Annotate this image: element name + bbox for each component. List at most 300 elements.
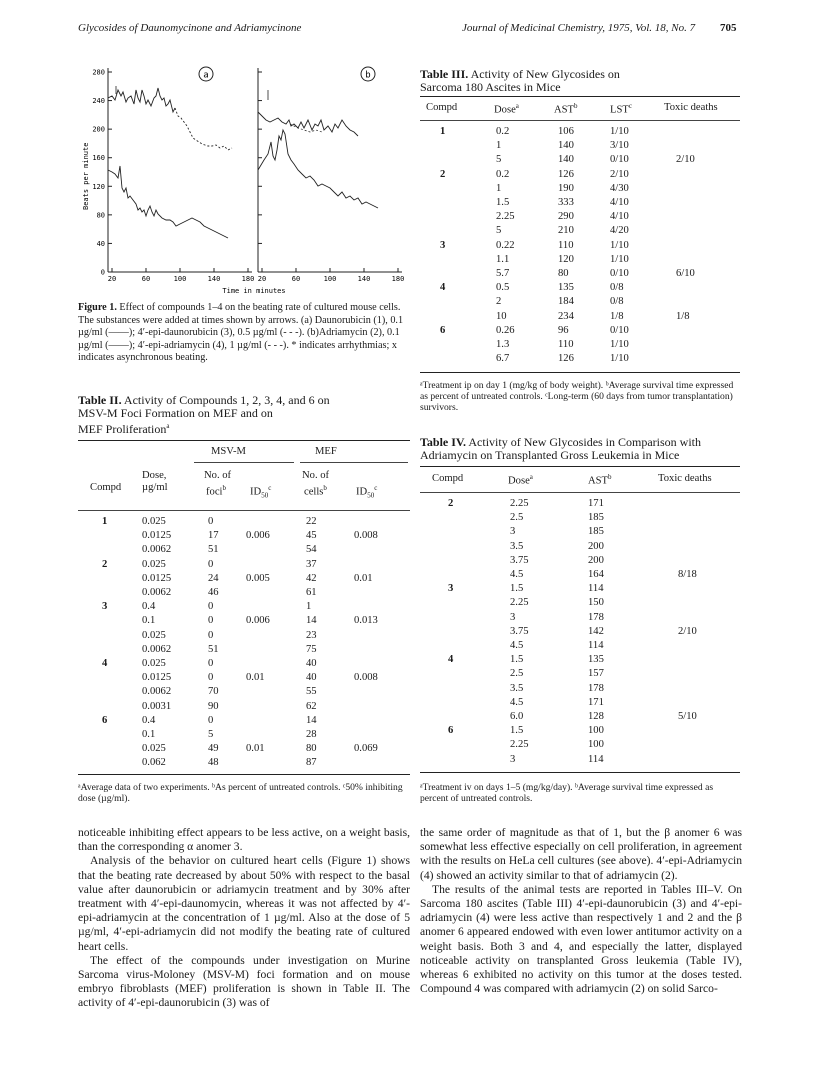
table-cell: 5 xyxy=(208,729,214,740)
table-2-group-mef: MEF xyxy=(315,446,337,457)
table-cell: 3 xyxy=(448,583,454,595)
t3-h-compd: Compd xyxy=(426,102,458,113)
table-cell: 0.22 xyxy=(496,239,515,251)
table-cell: 2 xyxy=(440,168,446,180)
figure-1-chart xyxy=(78,60,410,300)
table-cell: 2/10 xyxy=(678,625,697,637)
table-2-title-line2: MSV-M Foci Formation on MEF and on xyxy=(78,406,273,420)
table-cell: 200 xyxy=(588,540,604,552)
table-cell: 46 xyxy=(208,587,219,598)
table-cell: 3.75 xyxy=(510,625,529,637)
table-cell: 0.008 xyxy=(354,672,378,684)
table-cell: 4.5 xyxy=(510,696,524,708)
table-cell: 171 xyxy=(588,696,604,708)
table-cell: 6 xyxy=(102,714,108,726)
table-row xyxy=(420,683,740,697)
table-cell: 40 xyxy=(306,672,317,684)
table-cell: 10 xyxy=(496,310,507,322)
table-row xyxy=(420,154,740,168)
table-cell: 1 xyxy=(496,182,502,194)
table-cell: 0.1 xyxy=(142,729,156,740)
y-tick-label: 40 xyxy=(96,239,105,248)
y-tick-label: 80 xyxy=(96,211,105,220)
table-cell: 157 xyxy=(588,668,604,680)
table-cell: 1/8 xyxy=(610,310,624,322)
table-cell: 80 xyxy=(558,268,569,279)
table-cell: 2.25 xyxy=(510,739,529,751)
t3-h-lst: LST xyxy=(610,104,629,116)
table-cell: 1 xyxy=(440,126,446,137)
x-tick-label: 60 xyxy=(291,275,301,283)
table-cell: 0/10 xyxy=(610,154,629,166)
table-cell: 48 xyxy=(208,757,219,769)
table-cell: 4/30 xyxy=(610,182,629,194)
table-cell: 0.025 xyxy=(142,516,166,527)
table-cell: 22 xyxy=(306,516,317,527)
table-row xyxy=(420,697,740,711)
table-cell: 0.025 xyxy=(142,629,166,641)
table-cell: 2.5 xyxy=(510,512,524,524)
table-cell: 0.013 xyxy=(354,615,378,627)
table-cell: 70 xyxy=(208,686,219,698)
table-cell: 4.5 xyxy=(510,569,524,580)
table-cell: 290 xyxy=(558,211,574,223)
table-cell: 114 xyxy=(588,583,604,595)
table-row xyxy=(78,672,410,686)
table-row xyxy=(420,296,740,310)
table-cell: 0.005 xyxy=(246,572,270,584)
table-cell: 0.0062 xyxy=(142,544,172,556)
table-cell: 0 xyxy=(208,558,214,570)
table-row xyxy=(420,282,740,296)
table-row xyxy=(78,715,410,729)
table-cell: 142 xyxy=(588,625,604,637)
table-cell: 0.0031 xyxy=(142,700,172,712)
table-cell: 87 xyxy=(306,757,317,769)
table-cell: 2.25 xyxy=(496,211,515,223)
x-tick-label: 180 xyxy=(391,275,405,283)
table-cell: 28 xyxy=(306,729,317,740)
t2-h-dose1: Dose, xyxy=(142,470,167,481)
y-tick-label: 0 xyxy=(100,268,105,277)
table-cell: 0/8 xyxy=(610,296,624,308)
table-row xyxy=(420,339,740,353)
table-row xyxy=(420,541,740,555)
table-cell: 140 xyxy=(558,140,574,152)
table-row xyxy=(420,569,740,583)
table-4-title-line2: Adriamycin on Transplanted Gross Leukemia in Mice xyxy=(420,448,680,462)
table-cell: 2/10 xyxy=(676,154,695,166)
table-cell: 1/10 xyxy=(610,253,629,265)
table-4-title-line1: Activity of New Glycosides in Comparison with xyxy=(468,435,702,449)
table-cell: 0.006 xyxy=(246,615,270,627)
t4-h-ast: AST xyxy=(588,475,609,487)
panel-a-label: a xyxy=(203,70,209,81)
table-cell: 178 xyxy=(588,611,604,623)
table-2-title-sup: a xyxy=(166,422,170,430)
table-cell: 62 xyxy=(306,700,317,712)
paragraph: noticeable inhibiting effect appears to be less active, on a weight basis, than the corresponding α anomer 3. xyxy=(78,826,410,854)
table-2-label: Table II. xyxy=(78,393,122,407)
table-2-title-line3: MEF Proliferation xyxy=(78,422,167,436)
table-row xyxy=(78,587,410,601)
table-cell: 0.0125 xyxy=(142,572,172,584)
t4-h-compd: Compd xyxy=(432,473,464,484)
x-tick-label: 20 xyxy=(107,275,117,283)
table-cell: 5.7 xyxy=(496,268,510,279)
table-cell: 1/10 xyxy=(610,239,629,251)
x-tick-label: 140 xyxy=(207,275,221,283)
table-row xyxy=(78,559,410,573)
table-cell: 100 xyxy=(588,725,604,737)
t2-h-id50b-sub: 50 xyxy=(367,491,375,500)
table-cell: 51 xyxy=(208,643,219,655)
table-2-footnote: ᵃAverage data of two experiments. ᵇAs percent of untreated controls. ᶜ50% inhibiting dose (µg/ml). xyxy=(78,782,403,805)
table-3-title-line1: Activity of New Glycosides on xyxy=(470,67,620,81)
table-row xyxy=(420,169,740,183)
table-cell: 0 xyxy=(208,658,214,669)
table-cell: 0.01 xyxy=(246,672,265,684)
t2-h-cells-sup: b xyxy=(323,484,327,492)
table-4-title xyxy=(420,436,750,462)
figure-1-caption-text: Effect of compounds 1–4 on the beating rate of cultured mouse cells. The substances were added at times shown by arrows. (a) Daunorubicin (1), 0.1 µg/ml (——); 4′-epi-daunorubicin (3), 0.5 µg/ml (- - -). (b)Adriamycin (2), 0.1 µg/ml (——); 4′-epi-adriamycin (4), 1 µg/ml (- - -). * indicates arrhythmias; x indicates asynchronous beating. xyxy=(78,302,404,364)
x-tick-label: 100 xyxy=(173,275,187,283)
table-cell: 0.01 xyxy=(354,572,373,584)
table-cell: 1.5 xyxy=(510,654,524,666)
table-row xyxy=(420,498,740,512)
table-cell: 6 xyxy=(440,324,446,336)
table-cell: 3.75 xyxy=(510,554,529,566)
table-row xyxy=(78,743,410,757)
table-cell: 128 xyxy=(588,711,604,722)
table-cell: 1/10 xyxy=(610,126,629,137)
table-cell: 3 xyxy=(440,239,446,251)
table-cell: 0.0062 xyxy=(142,686,172,698)
table-cell: 0/10 xyxy=(610,268,629,279)
curve-daunorubicin xyxy=(108,88,175,112)
table-3-label: Table III. xyxy=(420,67,469,81)
table-4-label: Table IV. xyxy=(420,435,467,449)
table-cell: 333 xyxy=(558,197,574,208)
table-cell: 0.0125 xyxy=(142,672,172,684)
panel-b-label: b xyxy=(365,70,371,81)
table-cell: 185 xyxy=(588,512,604,524)
t2-h-id50-sup: c xyxy=(268,484,272,492)
table-cell: 110 xyxy=(558,339,574,350)
x-tick-label: 140 xyxy=(357,275,371,283)
t4-h-dose-sup: a xyxy=(529,473,533,481)
table-cell: 0.069 xyxy=(354,743,378,755)
table-cell: 0.008 xyxy=(354,530,378,542)
table-cell: 178 xyxy=(588,682,604,694)
curve-epi-adriamycin xyxy=(258,112,358,136)
table-cell: 120 xyxy=(558,253,574,265)
table-cell: 140 xyxy=(558,154,574,166)
table-cell: 210 xyxy=(558,225,574,237)
table-cell: 110 xyxy=(558,239,574,251)
table-cell: 1.5 xyxy=(496,197,510,208)
t3-h-toxic: Toxic deaths xyxy=(664,102,718,113)
t4-h-toxic: Toxic deaths xyxy=(658,473,712,484)
table-cell: 0.025 xyxy=(142,558,166,570)
t2-h-id50: ID xyxy=(250,486,262,498)
paragraph: The results of the animal tests are reported in Tables III–V. On Sarcoma 180 ascites (Table III) 4′-epi-daunorubicin (3) and 4′-epi-adriamycin (4) were less active than respectively 1 and 2 and the β anomer 6 appeared endowed with even lower antitumor activity on a weight basis. Both 3 and 4, and especially the latter, displayed noticeable activity on transplanted Gross leukemia (Table IV), whereas 6 exhibited no activity on this tumor at the doses tested. Compound 4 was compared with adriamycin (2) on solid Sarco- xyxy=(420,882,742,996)
x-tick-label: 60 xyxy=(141,275,151,283)
t3-h-ast-sup: b xyxy=(574,102,578,110)
table-cell: 1/8 xyxy=(676,310,690,322)
paragraph: the same order of magnitude as that of 1, but the β anomer 6 was somewhat less effective especially on cell proliferation, in agreement with the results on HeLa cell cultures (see above). 4′-epi-Adriamycin (4) showed an activity similar to that of adriamycin (2). xyxy=(420,826,742,882)
t2-h-compd: Compd xyxy=(90,482,122,493)
table-row xyxy=(78,530,410,544)
x-axis-label: Time in minutes xyxy=(222,287,286,295)
page-number: 705 xyxy=(720,22,737,34)
table-cell: 185 xyxy=(588,526,604,538)
x-tick-label: 180 xyxy=(241,275,255,283)
table-cell: 100 xyxy=(588,739,604,751)
x-tick-label: 20 xyxy=(257,275,267,283)
table-cell: 3 xyxy=(510,753,516,765)
curve-adriamycin xyxy=(258,130,378,208)
table-cell: 0.0125 xyxy=(142,530,172,542)
table-row xyxy=(420,353,740,367)
table-cell: 2/10 xyxy=(610,168,629,180)
t4-h-ast-sup: b xyxy=(608,473,612,481)
table-row xyxy=(78,701,410,715)
table-cell: 1/10 xyxy=(610,339,629,350)
curve-a-lower xyxy=(108,166,228,238)
table-row xyxy=(420,612,740,626)
table-cell: 6 xyxy=(448,725,454,737)
table-cell: 234 xyxy=(558,310,574,322)
table-cell: 14 xyxy=(306,615,317,627)
x-tick-label: 100 xyxy=(323,275,337,283)
table-cell: 114 xyxy=(588,640,604,651)
table-cell: 4/10 xyxy=(610,197,629,208)
t2-h-cells1: No. of xyxy=(302,470,330,481)
table-cell: 23 xyxy=(306,629,317,641)
table-cell: 4/20 xyxy=(610,225,629,237)
table-cell: 1.3 xyxy=(496,339,510,350)
table-cell: 5 xyxy=(496,225,502,237)
table-cell: 1 xyxy=(102,516,108,527)
table-cell: 0.2 xyxy=(496,168,510,180)
table-row xyxy=(78,516,410,530)
table-row xyxy=(78,615,410,629)
t3-h-dose-sup: a xyxy=(515,102,519,110)
table-cell: 2 xyxy=(448,498,454,509)
table-row xyxy=(420,526,740,540)
table-row xyxy=(78,658,410,672)
table-row xyxy=(78,644,410,658)
table-cell: 1 xyxy=(496,140,502,152)
table-cell: 6.7 xyxy=(496,353,510,365)
table-cell: 1.5 xyxy=(510,583,524,595)
table-cell: 49 xyxy=(208,743,219,755)
table-cell: 90 xyxy=(208,700,219,712)
table-row xyxy=(420,754,740,768)
t2-h-foci1: No. of xyxy=(204,470,232,481)
table-cell: 0 xyxy=(208,714,214,726)
figure-1-caption xyxy=(78,302,410,365)
table-cell: 150 xyxy=(588,597,604,609)
table-row xyxy=(78,757,410,771)
table-cell: 55 xyxy=(306,686,317,698)
table-cell: 4.5 xyxy=(510,640,524,651)
t2-h-foci2: foci xyxy=(206,486,223,498)
table-cell: 61 xyxy=(306,587,317,598)
table-cell: 4/10 xyxy=(610,211,629,223)
table-cell: 3 xyxy=(510,611,516,623)
table-3-title xyxy=(420,68,750,94)
table-row xyxy=(420,240,740,254)
table-cell: 1.5 xyxy=(510,725,524,737)
table-cell: 3.5 xyxy=(510,682,524,694)
t3-h-ast: AST xyxy=(554,104,575,116)
table-cell: 200 xyxy=(588,554,604,566)
t2-h-cells2: cells xyxy=(304,486,324,498)
table-row xyxy=(78,601,410,615)
table-row xyxy=(420,183,740,197)
table-cell: 2.5 xyxy=(510,668,524,680)
table-row xyxy=(420,640,740,654)
table-cell: 135 xyxy=(588,654,604,666)
body-text-right xyxy=(420,826,742,996)
table-row xyxy=(420,254,740,268)
table-cell: 2.25 xyxy=(510,597,529,609)
table-cell: 1/10 xyxy=(610,353,629,365)
table-cell: 40 xyxy=(306,658,317,669)
y-tick-label: 120 xyxy=(92,182,105,191)
table-cell: 5/10 xyxy=(678,711,697,722)
table-cell: 0/8 xyxy=(610,282,624,294)
table-cell: 0.4 xyxy=(142,714,156,726)
table-row xyxy=(78,573,410,587)
paragraph: Analysis of the behavior on cultured heart cells (Figure 1) shows that the beating rate decreased by about 50% with respect to the basal value after daunorubicin or adriamycin treatment and by 30% after treatment with 4′-epi-daunomycin, whereas it was not affected by 4′-epi-adriamycin at the concentration of 1 µg/ml. Also at the dose of 5 µg/ml, 4′-epi-adriamycin did not modify the beating rate of cultured heart cells. xyxy=(78,854,410,953)
table-row xyxy=(420,668,740,682)
t2-h-dose2: µg/ml xyxy=(142,482,168,493)
table-row xyxy=(78,630,410,644)
table-cell: 0.0062 xyxy=(142,643,172,655)
table-cell: 45 xyxy=(306,530,317,542)
table-cell: 5 xyxy=(496,154,502,166)
t2-h-id50b-sup: c xyxy=(374,484,378,492)
table-row xyxy=(420,512,740,526)
t3-h-dose: Dose xyxy=(494,104,516,116)
table-row xyxy=(420,225,740,239)
table-cell: 6/10 xyxy=(676,268,695,279)
table-cell: 4 xyxy=(102,658,108,669)
table-row xyxy=(420,126,740,140)
t2-h-id50-sub: 50 xyxy=(261,491,269,500)
journal-citation: Journal of Medicinal Chemistry, 1975, Vol. 18, No. 7 xyxy=(462,22,696,34)
table-cell: 0.0062 xyxy=(142,587,172,598)
table-cell: 106 xyxy=(558,126,574,137)
table-row xyxy=(78,544,410,558)
table-cell: 0 xyxy=(208,672,214,684)
table-cell: 0 xyxy=(208,601,214,613)
table-cell: 17 xyxy=(208,530,219,542)
y-tick-label: 240 xyxy=(92,97,105,106)
table-cell: 3 xyxy=(102,601,108,613)
table-row xyxy=(420,583,740,597)
table-cell: 24 xyxy=(208,572,219,584)
table-cell: 2 xyxy=(102,558,108,570)
table-cell: 0.062 xyxy=(142,757,166,769)
table-cell: 0.1 xyxy=(142,615,156,627)
table-row xyxy=(78,686,410,700)
table-cell: 190 xyxy=(558,182,574,194)
table-cell: 2.25 xyxy=(510,498,529,509)
table-3-title-line2: Sarcoma 180 Ascites in Mice xyxy=(420,80,561,94)
table-4-footnote: ᵃTreatment iv on days 1–5 (mg/kg/day). ᵇAverage survival time expressed as percent of untreated controls. xyxy=(420,782,714,805)
table-cell: 37 xyxy=(306,558,317,570)
table-cell: 171 xyxy=(588,498,604,509)
y-tick-label: 160 xyxy=(92,154,105,163)
table-cell: 42 xyxy=(306,572,317,584)
table-cell: 0.2 xyxy=(496,126,510,137)
y-tick-label: 280 xyxy=(92,68,105,77)
table-row xyxy=(420,739,740,753)
y-axis-label: Beats per minute xyxy=(82,142,90,210)
table-2-title xyxy=(78,394,398,436)
table-3-footnote: ᵃTreatment ip on day 1 (mg/kg of body weight). ᵇAverage survival time expressed as percent of untreated controls. ᶜLong-term (60 days from tumor transplantation) survivors. xyxy=(420,380,734,414)
t2-h-id50b: ID xyxy=(356,486,368,498)
table-row xyxy=(420,597,740,611)
table-cell: 4 xyxy=(440,282,446,294)
table-2-group-msv: MSV-M xyxy=(211,446,246,457)
table-row xyxy=(78,729,410,743)
table-row xyxy=(420,311,740,325)
table-cell: 0.006 xyxy=(246,530,270,542)
table-cell: 2 xyxy=(496,296,502,308)
table-row xyxy=(420,140,740,154)
table-2-title-line1: Activity of Compounds 1, 2, 3, 4, and 6 on xyxy=(123,393,330,407)
table-cell: 4 xyxy=(448,654,454,666)
table-cell: 0.01 xyxy=(246,743,265,755)
table-cell: 126 xyxy=(558,168,574,180)
table-cell: 51 xyxy=(208,544,219,556)
table-cell: 184 xyxy=(558,296,574,308)
body-text-left xyxy=(78,826,410,1011)
table-cell: 3 xyxy=(510,526,516,538)
paragraph: The effect of the compounds under investigation on Murine Sarcoma virus-Moloney (MSV-M) foci formation and on mouse embryo fibroblasts (MEF) proliferation is shown in Table II. The activity of 4′-epi-daunorubicin (3) was of xyxy=(78,953,410,1010)
table-cell: 0.025 xyxy=(142,658,166,669)
table-cell: 0 xyxy=(208,615,214,627)
table-cell: 54 xyxy=(306,544,317,556)
table-cell: 114 xyxy=(588,753,604,765)
table-cell: 1.1 xyxy=(496,253,510,265)
table-cell: 8/18 xyxy=(678,569,697,580)
table-row xyxy=(420,211,740,225)
table-cell: 0 xyxy=(208,516,214,527)
table-cell: 96 xyxy=(558,324,569,336)
running-title: Glycosides of Daunomycinone and Adriamycinone xyxy=(78,22,302,34)
table-row xyxy=(420,197,740,211)
table-cell: 0.5 xyxy=(496,282,510,294)
table-cell: 0.4 xyxy=(142,601,156,613)
y-tick-label: 200 xyxy=(92,125,105,134)
table-cell: 164 xyxy=(588,569,604,580)
figure-1-label: Figure 1. xyxy=(78,302,117,313)
table-cell: 0.26 xyxy=(496,324,515,336)
table-cell: 0.025 xyxy=(142,743,166,755)
t3-h-lst-sup: c xyxy=(628,102,632,110)
table-cell: 3.5 xyxy=(510,540,524,552)
table-row xyxy=(420,725,740,739)
table-cell: 6.0 xyxy=(510,711,524,722)
table-row xyxy=(420,654,740,668)
t4-h-dose: Dose xyxy=(508,475,530,487)
